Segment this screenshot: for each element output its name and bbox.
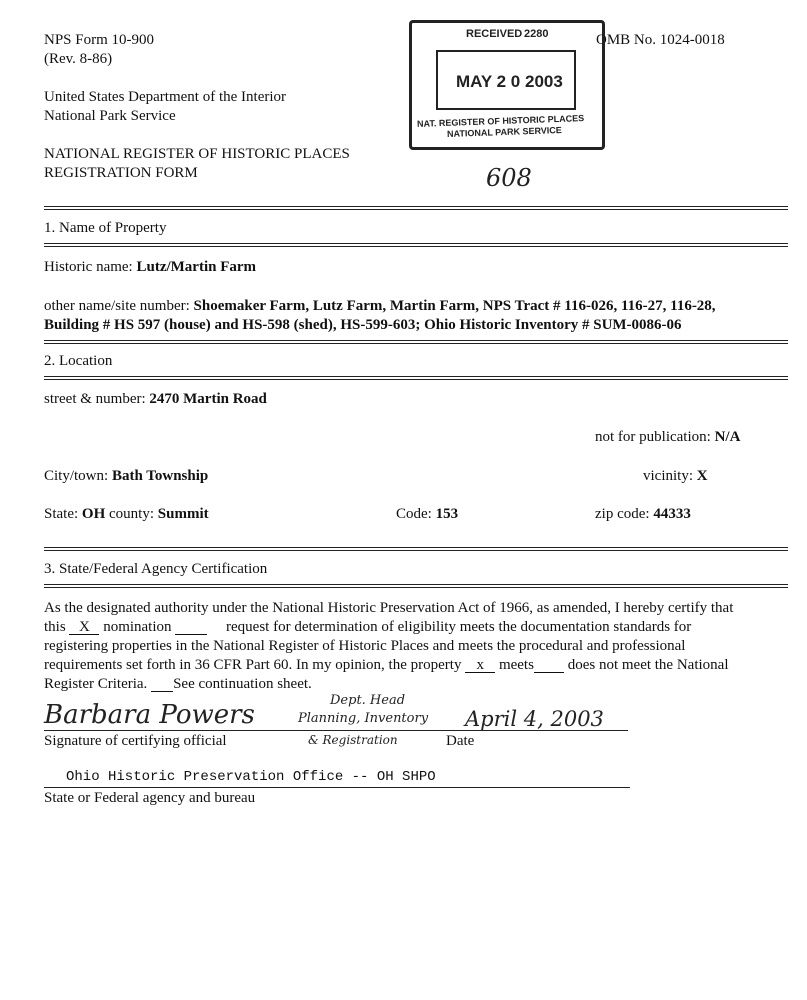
form-revision: (Rev. 8-86) <box>44 51 113 67</box>
cert-line2 <box>44 618 794 637</box>
state-county-field <box>44 506 209 523</box>
other-name-label: other name/site number: <box>44 298 190 314</box>
handwritten-title-1: Dept. Head <box>330 693 406 708</box>
divider <box>44 547 788 551</box>
form-title-line1: NATIONAL REGISTER OF HISTORIC PLACES <box>44 146 350 162</box>
service: National Park Service <box>44 108 176 124</box>
cert-see-continuation: See continuation sheet. <box>173 676 312 692</box>
nomination-checkbox: X <box>69 620 99 635</box>
code-field <box>396 506 458 523</box>
date-label: Date <box>446 733 475 749</box>
street-value: 2470 Martin Road <box>149 391 267 407</box>
handwritten-reference: 608 <box>486 164 532 192</box>
signature-line <box>44 730 628 731</box>
form-title-line2: REGISTRATION FORM <box>44 165 198 181</box>
cert-line4 <box>44 656 794 675</box>
cert-request: request for determination of eligibility meets the documentation standards for <box>226 619 692 635</box>
vicinity-value: X <box>696 468 708 484</box>
stamp-number: 2280 <box>524 28 549 40</box>
cert-not-meet: does not meet the National <box>567 657 729 673</box>
county-label: county: <box>109 506 155 522</box>
vicinity-field <box>643 468 708 485</box>
department: United States Department of the Interior <box>44 89 287 105</box>
divider <box>44 584 788 588</box>
agency-value: Ohio Historic Preservation Office -- OH SHPO <box>66 769 436 785</box>
not-for-publication-field <box>595 429 740 446</box>
historic-name-label: Historic name: <box>44 259 133 275</box>
city-value: Bath Township <box>111 468 209 484</box>
cert-this: this <box>44 619 66 635</box>
agency-line <box>44 787 630 788</box>
handwritten-title-3: & Registration <box>308 733 398 747</box>
other-name-field <box>44 298 716 315</box>
continuation-blank <box>151 677 173 692</box>
state-label: State: <box>44 506 79 522</box>
meets-checkbox: x <box>465 658 495 673</box>
stamp-date: MAY 2 0 2003 <box>456 72 563 91</box>
historic-name-value: Lutz/Martin Farm <box>136 259 257 275</box>
section3-heading: 3. State/Federal Agency Certification <box>44 561 268 577</box>
request-blank <box>175 620 207 635</box>
divider <box>44 206 788 210</box>
vicinity-label: vicinity: <box>643 468 693 484</box>
agency-label: State or Federal agency and bureau <box>44 790 256 806</box>
section2-heading: 2. Location <box>44 353 113 369</box>
form-number: NPS Form 10-900 <box>44 32 155 48</box>
nfp-value: N/A <box>714 429 741 445</box>
divider <box>44 376 788 380</box>
section1-heading: 1. Name of Property <box>44 220 167 236</box>
code-label: Code: <box>396 506 432 522</box>
zip-value: 44333 <box>653 506 691 522</box>
stamp-line2: NATIONAL PARK SERVICE <box>446 124 562 140</box>
city-label: City/town: <box>44 468 109 484</box>
certification-paragraph <box>44 599 794 694</box>
signature-label: Signature of certifying official <box>44 733 227 749</box>
does-not-meet-blank <box>534 658 564 673</box>
other-name-value-line2: Building # HS 597 (house) and HS-598 (shed), HS-599-603; Ohio Historic Inventory # SUM-0086-06 <box>44 317 682 333</box>
historic-name-field <box>44 259 256 276</box>
signature: Barbara Powers <box>44 700 255 730</box>
cert-register-criteria: Register Criteria. <box>44 676 148 692</box>
cert-meets: meets <box>498 657 534 673</box>
cert-nomination: nomination <box>103 619 172 635</box>
stamp-line1: NAT. REGISTER OF HISTORIC PLACES <box>416 113 585 129</box>
cert-line3: registering properties in the National Register of Historic Places and meets the procedural and professional <box>44 638 686 654</box>
other-name-value-line1: Shoemaker Farm, Lutz Farm, Martin Farm, NPS Tract # 116-026, 116-27, 116-28, <box>193 298 716 314</box>
cert-line5 <box>44 675 794 694</box>
state-value: OH <box>81 506 106 522</box>
handwritten-title-2: Planning, Inventory <box>298 711 429 726</box>
nfp-label: not for publication: <box>595 429 711 445</box>
divider <box>44 243 788 247</box>
code-value: 153 <box>435 506 459 522</box>
cert-line1: As the designated authority under the National Historic Preservation Act of 1966, as amended, I hereby certify that <box>44 600 734 616</box>
street-field <box>44 391 267 408</box>
cert-line4-text: requirements set forth in 36 CFR Part 60. In my opinion, the property <box>44 657 462 673</box>
street-label: street & number: <box>44 391 146 407</box>
divider <box>44 340 788 344</box>
county-value: Summit <box>157 506 209 522</box>
omb-number: OMB No. 1024-0018 <box>596 32 725 48</box>
handwritten-date: April 4, 2003 <box>465 707 604 731</box>
zip-field <box>595 506 691 523</box>
zip-label: zip code: <box>595 506 650 522</box>
city-field <box>44 468 208 485</box>
stamp-received: RECEIVED <box>466 28 523 40</box>
